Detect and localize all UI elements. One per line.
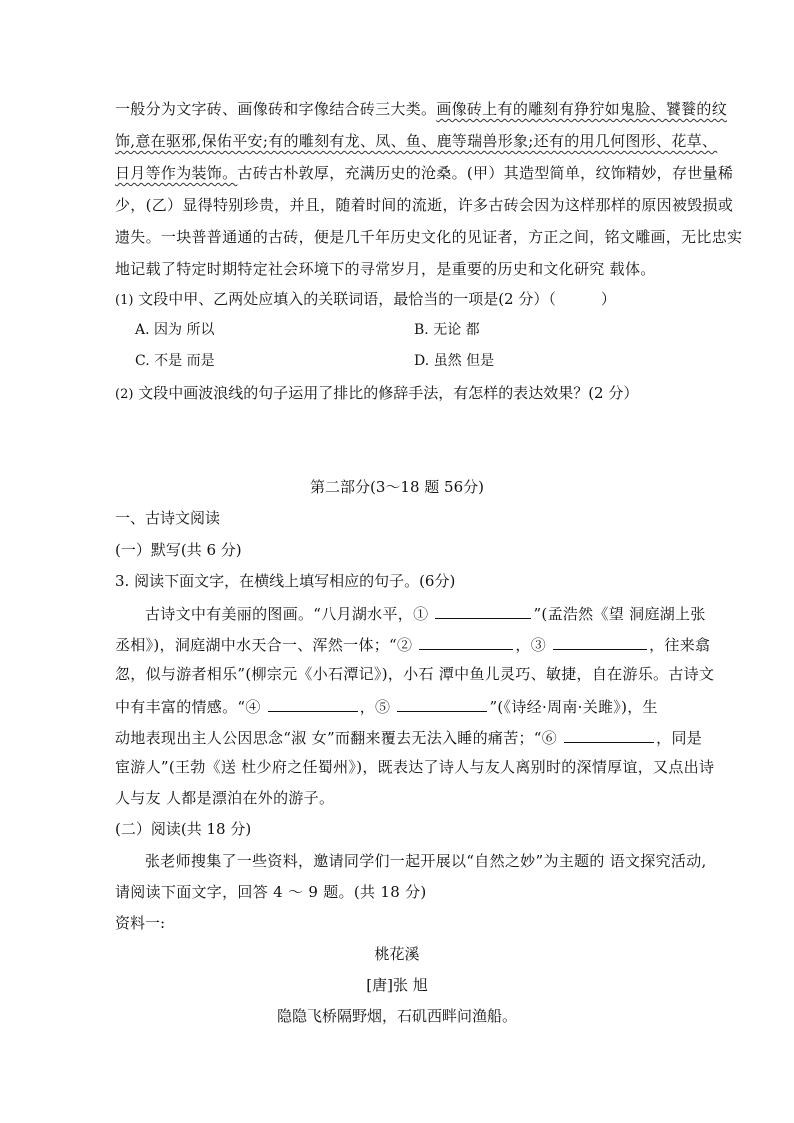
passage-text: 中有丰富的情感。“④ xyxy=(115,698,261,716)
passage-text: 丞相》)，洞庭湖中水天合一、浑然一体；“② xyxy=(115,636,413,654)
answer-blank-6[interactable] xyxy=(564,726,654,743)
answer-blank-3[interactable] xyxy=(553,633,647,650)
part-title: 第二部分(3～18 题 56分) xyxy=(310,478,484,496)
passage-text: ，③ xyxy=(515,636,547,654)
poem-passage-line-7 xyxy=(115,788,334,808)
passage-text: 遗失。一块普普通通的古砖，便是几千年历史文化的见证者，方正之间，铭文雕画，无比忠实 xyxy=(115,228,743,246)
passage-text: 人与友 人都是漂泊在外的游子。 xyxy=(115,789,335,807)
material-label: 资料一: xyxy=(115,914,166,932)
option-a[interactable]: A. 因为 所以 xyxy=(135,322,215,338)
wavy-sentence: 饰,意在驱邪,保佑平安;有的雕刻有龙、凤、鱼、鹿等瑞兽形象;还有的用几何图形、花草、 xyxy=(115,132,718,150)
question-number: (2) xyxy=(115,387,134,402)
subsection-heading: (二）阅读(共 18 分) xyxy=(115,820,252,838)
passage-line-2 xyxy=(115,131,717,151)
poem-passage-line-2 xyxy=(115,633,710,655)
poem-title: 桃花溪 xyxy=(374,945,420,963)
passage-text: 忽，似与游者相乐”(柳宗元《小石潭记》)，小石 潭中鱼儿灵巧、敏捷，自在游乐。古诗文 xyxy=(115,665,715,683)
question-number: (1) xyxy=(115,293,134,308)
option-d[interactable]: D. 虽然 但是 xyxy=(414,353,495,369)
option-c[interactable]: C. 不是 而是 xyxy=(135,353,215,369)
question-2 xyxy=(115,383,638,405)
poem-line-1: 隐隐飞桥隔野烟，石矶西畔问渔船。 xyxy=(276,1007,517,1025)
poem-passage-line-5 xyxy=(115,726,702,748)
answer-blank-5[interactable] xyxy=(397,695,487,712)
poem-passage-line-1 xyxy=(145,602,706,624)
option-b[interactable]: B. 无论 都 xyxy=(414,322,480,338)
passage-text: 少，(乙）显得特别珍贵，并且，随着时间的流逝，许多古砖会因为这样那样的原因被毁损或 xyxy=(115,196,734,214)
passage-text: ，往来翕 xyxy=(649,636,711,654)
passage-text: ”(孟浩然《望 洞庭湖上张 xyxy=(533,605,706,623)
answer-blank-1[interactable] xyxy=(435,602,531,619)
passage-line-1 xyxy=(115,99,727,119)
question-3: 3. 阅读下面文字，在横线上填写相应的句子。(6分) xyxy=(115,572,456,590)
wavy-sentence: 日月等作为装饰。 xyxy=(115,164,238,182)
poem-passage-line-3 xyxy=(115,664,714,684)
poem-passage-line-4 xyxy=(115,695,658,717)
passage-text: 宦游人”(王勃《送 杜少府之任蜀州》)，既表达了诗人与友人离别时的深情厚谊，又点出诗 xyxy=(115,758,715,776)
passage-text: ”(《诗经·周南·关雎》)，生 xyxy=(489,698,658,716)
wavy-sentence: 画像砖上有的雕刻有狰狞如鬼脸、饕餮的纹 xyxy=(436,100,728,118)
passage-text: 地记载了特定时期特定社会环境下的寻常岁月，是重要的历史和文化研究 载体。 xyxy=(115,260,656,278)
passage-line-3 xyxy=(115,163,733,183)
answer-blank-2[interactable] xyxy=(419,633,513,650)
passage-text: ，⑤ xyxy=(359,698,391,716)
passage-line-5 xyxy=(115,227,742,247)
answer-blank-4[interactable] xyxy=(268,695,358,712)
passage-text: 一般分为文字砖、画像砖和字像结合砖三大类。 xyxy=(115,100,437,118)
section-heading: 一、古诗文阅读 xyxy=(115,509,221,527)
passage-line-6 xyxy=(115,259,656,279)
reading-intro-line-1: 张老师搜集了一些资料，邀请同学们一起开展以“自然之妙”为主题的 语文探究活动, xyxy=(145,852,707,870)
passage-text: 古砖古朴敦厚，充满历史的沧桑。(甲）其造型简单，纹饰精妙，存世量稀 xyxy=(237,164,734,182)
poem-passage-line-6 xyxy=(115,757,714,777)
question-stem: 文段中画波浪线的句子运用了排比的修辞手法，有怎样的表达效果？(2 分） xyxy=(138,384,639,402)
passage-text: 古诗文中有美丽的图画。“八月湖水平，① xyxy=(145,605,429,623)
reading-intro-line-2: 请阅读下面文字，回答 4 ～ 9 题。(共 18 分) xyxy=(115,883,427,901)
passage-line-4 xyxy=(115,195,733,215)
subsection-heading: (一）默写(共 6 分) xyxy=(115,541,242,559)
poem-author: [唐]张 旭 xyxy=(366,976,428,994)
question-stem: 文段中甲、乙两处应填入的关联词语，最恰当的一项是(2 分）（ ） xyxy=(138,290,616,308)
question-1 xyxy=(115,289,616,311)
passage-text: ，同是 xyxy=(656,729,703,747)
passage-text: 动地表现出主人公因思念“淑 女”而翻来覆去无法入睡的痛苦；“⑥ xyxy=(115,729,558,747)
